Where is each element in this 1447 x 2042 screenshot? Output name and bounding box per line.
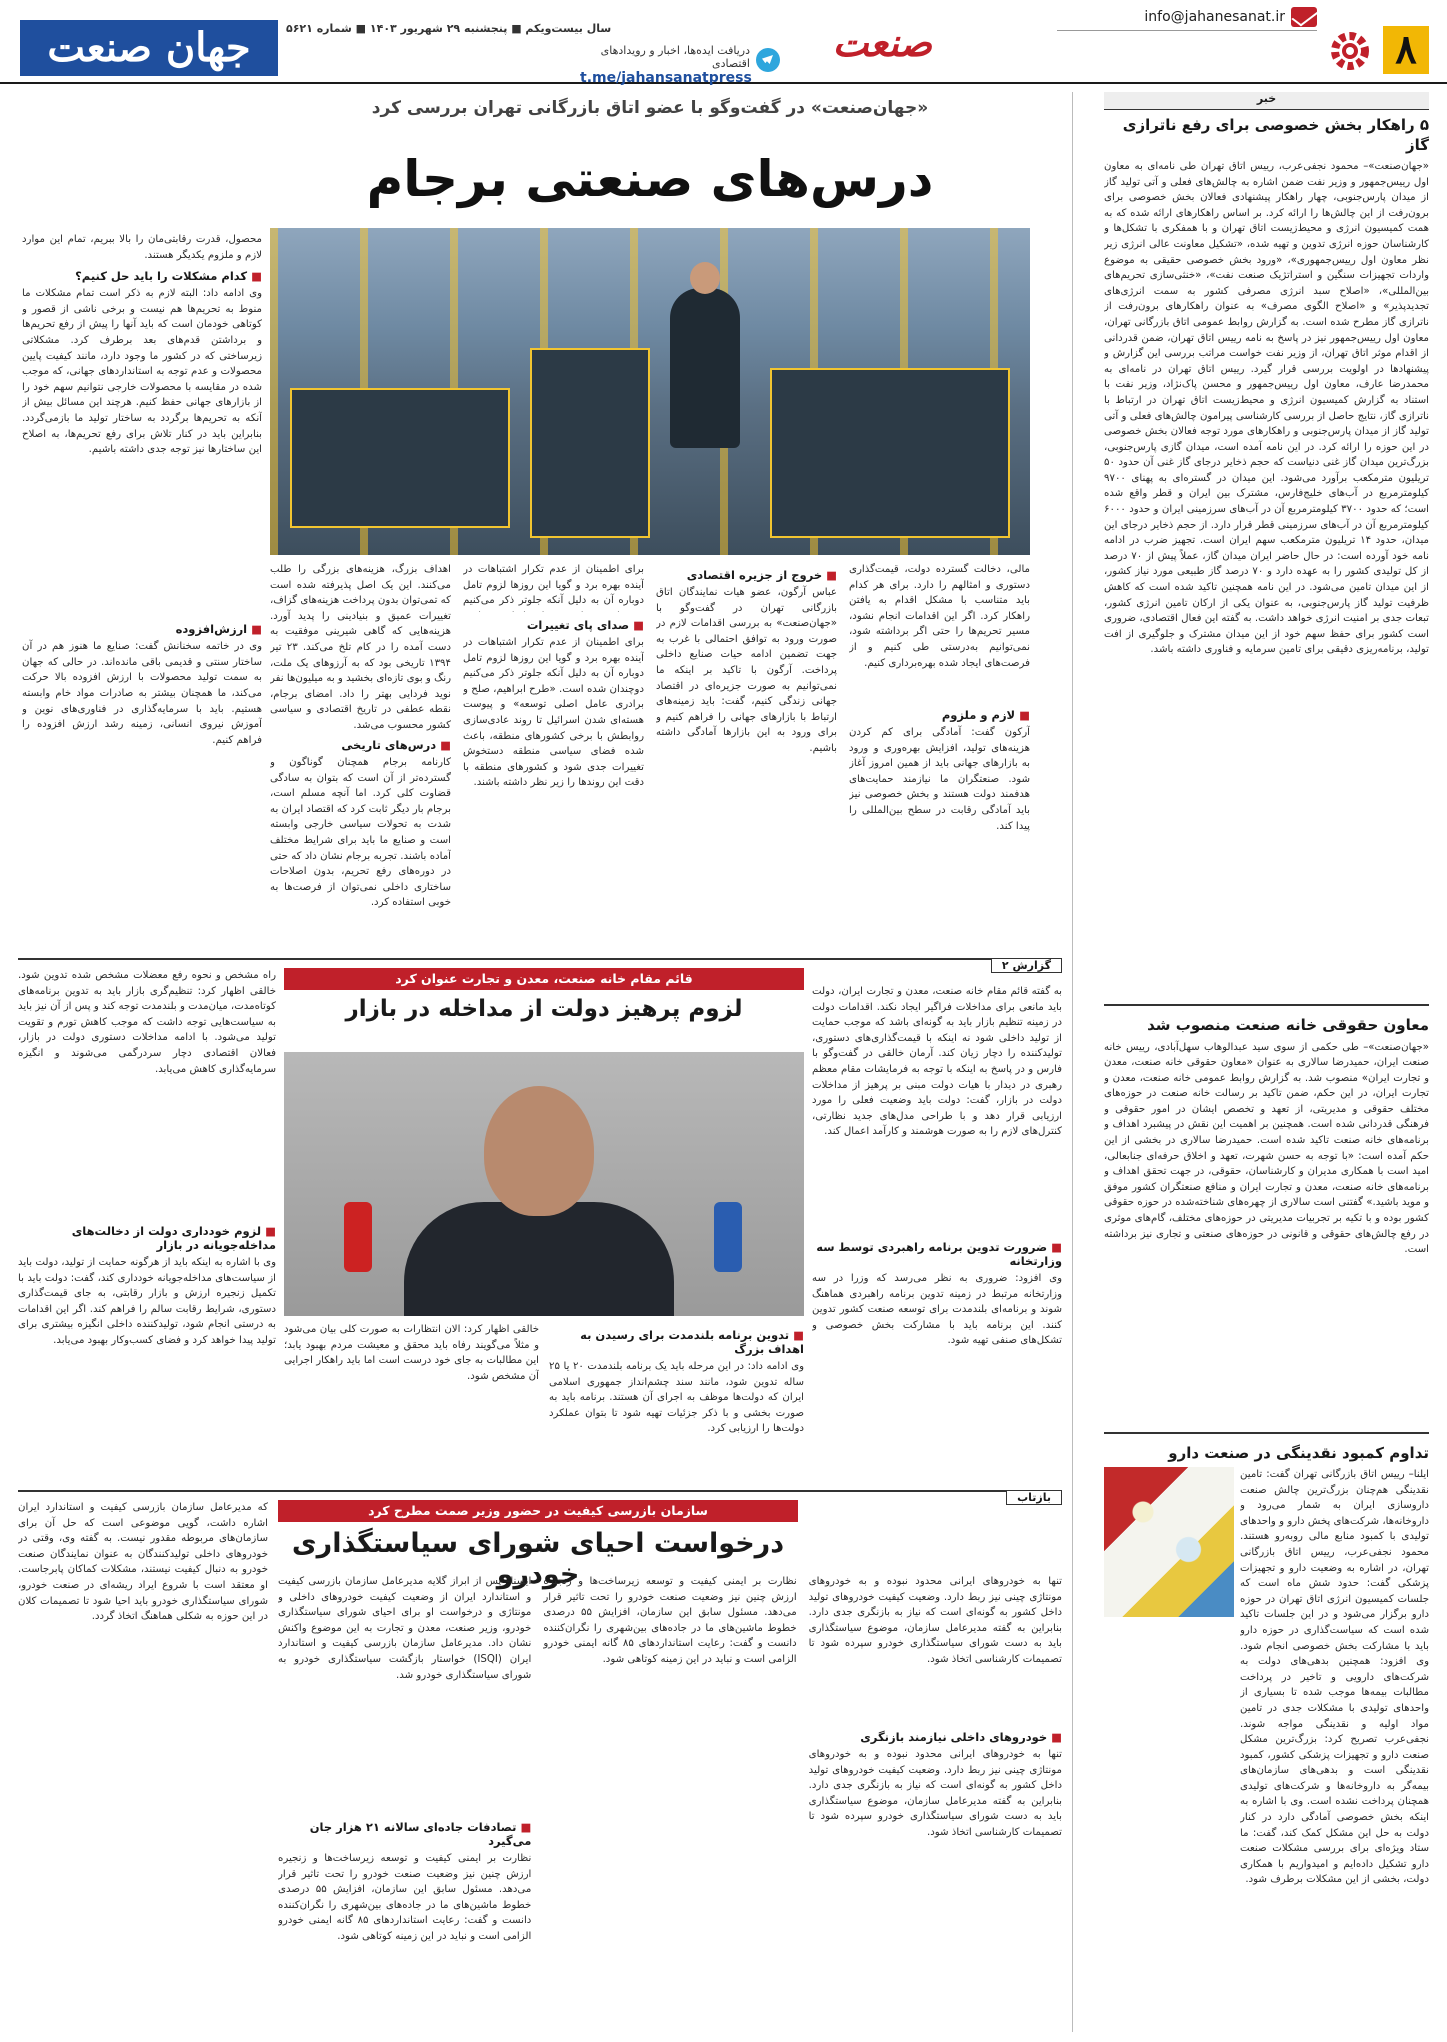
bazetab-columns <box>278 1574 1062 2031</box>
main-headline: درس‌های صنعتی برجام <box>366 150 934 208</box>
subheading: ■ ارزش‌افزوده <box>22 622 262 636</box>
news-tag: خبر <box>1104 92 1429 110</box>
report2-right-body: به گفته قائم مقام خانه صنعت، معدن و تجارت ایران، دولت باید مانعی برای مداخلات فراگیر ایجاد نکند. اقدامات دولت در زمینه تنظیم بازار باید به گونه‌ای باشد که موجب حمایت از تولید داخلی شود نه اینکه با قیمت‌گذاری‌های دستوری، تولیدکننده را دچار زیان کند. آرمان خالقی در گفت‌وگو با فارس و در پاسخ به اینکه با توجه به فرمایشات مقام معظم رهبری در دیدار با هیات دولت مبنی بر پرهیز از مداخلات دولت در بازار، گفت: دولت باید وضعیت فعلی را مورد ارزیابی قرار دهد و با طراحی مدل‌های جدید نظارتی، کنترل‌های لازم را به صورت هوشمند و کارآمد اعمال کند. <box>812 986 1062 1138</box>
speaker-photo <box>284 1052 804 1316</box>
section-logo: صنعت <box>832 20 932 65</box>
envelope-icon <box>1291 7 1317 27</box>
main-col-5 <box>270 562 451 925</box>
bazetab-col-3-body-2: تنها به خودروهای ایرانی محدود نبوده و به خودروهای مونتاژی چینی نیز ربط دارد. وضعیت کیفیت خودروهای تولید داخل کشور به گونه‌ای است که نیاز به بازنگری جدی دارد. بنابراین به گفته مدیرعامل سازمان، موضوع سیاستگذاری باید به دست شورای سیاستگذاری خودرو سپرده شود تا تصمیمات کارشناسی اتخاذ شود. <box>808 1749 1062 1838</box>
report2-tag: گزارش ۲ <box>991 958 1062 973</box>
microphone-icon <box>714 1202 742 1272</box>
bazetab-col-3-body: تنها به خودروهای ایرانی محدود نبوده و به خودروهای مونتاژی چینی نیز ربط دارد. وضعیت کیفیت خودروهای تولید داخل کشور به گونه‌ای است که نیاز به بازنگری جدی دارد. بنابراین به گفته مدیرعامل سازمان، موضوع سیاستگذاری باید به دست شورای سیاستگذاری خودرو سپرده شود تا تصمیمات کارشناسی اتخاذ شود. <box>808 1576 1062 1665</box>
telegram-link[interactable]: t.me/jahansanatpress <box>580 70 752 86</box>
pills-photo <box>1104 1467 1234 1617</box>
telegram-promo[interactable] <box>580 44 780 86</box>
photo-suit <box>404 1202 674 1316</box>
news-1-body: «جهان‌صنعت»– محمود نجفی‌عرب، رییس اتاق تهران طی نامه‌ای به معاون اول رییس‌جمهور و وزیر نفت ضمن اشاره به چالش‌های فعلی و آتی تولید گاز از میدان پارس‌جنوبی، چهار راهکار پیشنهادی فعالان بخش خصوصی برای برون‌رفت از این چالش‌ها را ارائه کرد. بر اساس راهکارهای ارائه شده که به همت کمیسیون انرژی و محیط‌زیست اتاق تهران و با همفکری با تشکل‌ها و کارشناسان حوزه انرژی تدوین و تهیه شده، «تشکیل معاونت عالی انرژی زیر نظر معاون اول رییس‌جمهوری»، «ورود بخش خصوصی حقیقی به موضوع واردات تجهیزات سنگین و استراتژیک صنعت نفت»، «خنثی‌سازی تحریم‌های بین‌المللی»، «اصلاح سبد انرژی مصرفی کشور به سمت انرژی‌های تجدیدپذیر» و «اصلاح الگوی مصرف» به عنوان راهکارهای برون‌رفت از ناترازی گاز مطرح شده است. به گزارش روابط عمومی اتاق بازرگانی تهران، معاون اول رییس‌جمهور نیز در پاسخ به نامه رییس اتاق تهران، ضمن قدردانی از اقدام موثر اتاق تهران، از وزیر نفت خواست مراتب بررسی این گزارش و پیشنهادها در اولویت بررسی قرار گیرد. رییس اتاق تهران در نامه‌ای به محمدرضا عارف، معاون اول رییس‌جمهور و محسن پاک‌نژاد، وزیر نفت با استناد به گزارش کمیسیون انرژی و محیط‌زیست اتاق تهران در ارتباط با ناترازی گاز، نتایج حاصل از بررسی کارشناسی پیرامون چالش‌های فعلی و آتی تولید گاز از میدان پارس‌جنوبی و راهکارهای مورد توجه فعالان بخش خصوصی در این حوزه را ارائه کرد. در این نامه آمده است، میدان گازی پارس‌جنوبی، بزرگ‌ترین میدان گاز غنی دنیاست که حجم ذخایر درجای گاز غنی آن حدود ۵۰ تریلیون مترمکعب برآورد می‌شود. این میدان در گستره‌ای به پهنای ۹۷۰۰ کیلومترمربع در آب‌های خلیج‌فارس، مشترک بین ایران و قطر واقع شده است؛ که حدود ۳۷۰۰ کیلومترمربع آن در آب‌های سرزمینی ایران و حدود ۶۰۰۰ کیلومترمربع آن در آب‌های سرزمینی قطر قرار دارد. از حجم ذخایر درجای این میدان، حدود ۱۴ تریلیون مترمکعب سهم ایران است. تجهیز ضرب در ادامه نامه خود آورده است: در حال حاضر ایران میدان گاز، عملاً پیش از ۷۰ درصد از کل تولیدی کشور را به عهده دارد و ۷۰ درصد گاز طبیعی مورد نیاز کشور، از این میدان تامین می‌شود. در این نامه همچنین تاکید شده است که کاهش ظرفیت تولید گاز پارس‌جنوبی، به عنوان یکی از ارکان تامین انرژی کشور، تبعات جدی بر امنیت انرژی خواهد داشت. به گفته این فعال اقتصادی، ضروری است کشور برای حفظ سهم خود از این میدان مشترک و جلوگیری از افت تولید، برنامه‌ریزی دقیقی برای تامین سرمایه و فناوری داشته باشد. <box>1104 161 1429 656</box>
bazetab-section <box>18 1490 1062 2030</box>
bazetab-left-column <box>18 1500 268 2020</box>
bazetab-col-3 <box>809 1574 1062 2031</box>
page-number: ۸ <box>1383 26 1429 74</box>
report2-left-body-2: وی با اشاره به اینکه باید از هرگونه حمایت از تولید، دولت باید از سیاست‌های مداخله‌جویانه خودداری کند، گفت: دولت باید با تکمیل زنجیره ارزش و بازار رقابتی، به جای قیمت‌گذاری دستوری، شرایط رقابت سالم را فراهم کند. اگر این اقدامات به درستی انجام شود، تولیدکننده داخلی انگیزه بیشتری برای تولید پیدا خواهد کرد و فضای کسب‌وکار بهبود می‌یابد. <box>18 1257 276 1346</box>
subheading: ■ تصادفات جاده‌ای سالانه ۲۱ هزار جان می‌گیرد <box>278 1820 531 1848</box>
news-2-body: «جهان‌صنعت»– طی حکمی از سوی سید عبدالوهاب سهل‌آبادی، رییس خانه صنعت ایران، حمیدرضا سالاری به عنوان «معاون حقوقی خانه صنعت، معدن و تجارت ایران» منصوب شد. به گزارش روابط عمومی خانه صنعت، معدن و تجارت ایران، در این حکم، ضمن تاکید بر رسالت خانه صنعت در حوزه‌های مختلف حقوقی و مدیریتی، از تعهد و تخصص ایشان در امور حقوقی و فرهنگی قدردانی شده است. همچنین بر اهمیت این نقش در پیشبرد اهداف و برنامه‌های خانه صنعت تاکید شده است. حمیدرضا سالاری در بخشی از این حکم آمده است: «با توجه به حسن شهرت، تعهد و اخلاق حرفه‌ای جنابعالی، امید است با همکاری مدیران و کارشناسان، حقوقی، در جهت تحقق اهداف و برنامه‌های خانه صنعت، معدن و تجارت ایران و منافع صنعتگران کشور موفق و موید باشید.» گفتنی است سالاری از چهره‌های شناخته‌شده در حوزه حقوقی کشور بوده و با تکیه بر تجربیات مدیریتی در حوزه‌های مختلف، گام‌های موثری در رفع چالش‌های حقوقی و قانونی در حوزه‌های صنعتی و تجاری نیز برداشته است. <box>1104 1041 1429 1256</box>
main-col-4-body-2: برای اطمینان از عدم تکرار اشتباهات در آینده بهره برد و گویا این روزها لزوم تامل دوباره آن به دلیل آنکه جلوتر ذکر می‌کنیم دوچندان شده است. «طرح ابراهیم، صلح و برادری عامل اصلی توسعه» و پیوست هسته‌ای شدن اسرائیل تا روند عادی‌سازی روابطش با برخی کشورهای منطقه، باعث شده فضای سیاسی منطقه دستخوش تغییرات جدی شود و کشورهای منطقه با دقت این روندها را زیر نظر داشته باشند. <box>463 637 644 789</box>
email-contact[interactable] <box>1144 6 1317 28</box>
photo-worker <box>670 288 740 448</box>
subheading: ■ کدام مشکلات را باید حل کنیم؟ <box>22 269 262 283</box>
bazetab-col-2-body: نظارت بر ایمنی کیفیت و توسعه زیرساخت‌ها و زنجیره ارزش چنین نیز وضعیت صنعت خودرو را تحت تاثیر قرار می‌دهد. مسئول سابق این سازمان، افزایش ۵۵ درصدی خطوط ماشین‌های ما در جاده‌های بین‌شهری را نگران‌کننده دانست و گفت: رعایت استانداردهای ۸۵ گانه ایمنی خودرو الزامی است و نباید در این زمینه کوتاهی شود. <box>543 1576 797 1665</box>
bazetab-tag: بازتاب <box>1006 1490 1062 1505</box>
photo-machine <box>530 348 650 538</box>
telegram-description: دریافت ایده‌ها، اخبار و رویدادهای اقتصادی <box>600 44 750 70</box>
report2-left-body: راه مشخص و نحوه رفع معضلات مشخص شده تدوین شود. خالقی اظهار کرد: تنظیم‌گری بازار باید به تدوین برنامه‌های کوتاه‌مدت، میان‌مدت و بلندمدت توجه کند و پس از آن نیز باید به سیاست‌هایی توجه داشت که موجب کاهش تورم و تقویت تولید می‌شود. با ادامه مداخلات دستوری دولت در بازار، فعالان اقتصادی دچار سردرگمی می‌شوند و انگیزه سرمایه‌گذاری کاهش می‌یابد. <box>18 970 276 1075</box>
bazetab-kicker: سازمان بازرسی کیفیت در حضور وزیر صمت مطرح کرد <box>278 1500 798 1522</box>
report2-bottom-col-1 <box>284 1322 539 1485</box>
bazetab-col-1-body: ایسنا– پس از ابراز گلایه مدیرعامل سازمان بازرسی کیفیت و استاندارد ایران از وضعیت کیفیت خودروهای داخلی و مونتاژی و درخواست او برای احیای شورای سیاستگذاری خودرو، وزیر صنعت، معدن و تجارت به این موضوع واکنش نشان داد. مدیرعامل سازمان بازرسی کیفیت و استاندارد ایران (ISQI) خواستار بازگشت سیاستگذاری خودرو به شورای سیاستگذاری خودرو شد. <box>278 1576 532 1681</box>
main-col-2-body-2: آرکون گفت: آمادگی برای کم کردن هزینه‌های تولید، افزایش بهره‌وری و ورود به بازارهای جهانی باید از همین امروز آغاز شود. صنعتگران ما نیازمند حمایت‌های هدفمند دولت هستند و بخش خصوصی نیز باید آمادگی رقابت در سطح بین‌المللی را پیدا کند. <box>849 727 1030 832</box>
bazetab-col-2 <box>543 1574 796 2031</box>
divider <box>1104 1004 1429 1006</box>
masthead <box>0 0 1447 84</box>
main-intro-left: محصول، قدرت رقابتی‌مان را بالا ببریم، تمام این موارد لازم و ملزوم یکدیگر هستند. <box>22 234 262 261</box>
report2-bottom-col-2 <box>549 1322 804 1485</box>
report2-bottom-body-2: وی ادامه داد: در این مرحله باید یک برنامه بلندمدت ۲۰ یا ۲۵ ساله تدوین شود، مانند سند چشم‌انداز جمهوری اسلامی ایران که دولت‌ها موظف به اجرای آن هستند. برنامه باید به صورت بخشی و با ذکر جزئیات تهیه شود تا بتوان عملکرد دولت‌ها را ارزیابی کرد. <box>549 1361 804 1435</box>
microphone-icon <box>344 1202 372 1272</box>
subheading: ■ تدوین برنامه بلندمدت برای رسیدن به اهداف بزرگ <box>549 1328 804 1356</box>
main-col-2 <box>849 562 1030 925</box>
main-left-body-2: وی در خاتمه سخنانش گفت: صنایع ما هنوز هم در آن ساختار سنتی و قدیمی باقی مانده‌اند. در حالی که جهان به سمت تولید محصولات با ارزش افزوده بالا حرکت می‌کند، ما همچنان بیشتر به صادرات مواد خام وابسته هستیم. باید با سرمایه‌گذاری در فناوری‌های نوین و آموزش نیروی انسانی، زمینه رشد ارزش افزوده را فراهم کنیم. <box>22 641 262 746</box>
email-address[interactable]: info@jahanesanat.ir <box>1144 9 1285 25</box>
issue-info: سال بیست‌ویکم ■ پنجشنبه ۲۹ شهریور ۱۴۰۳ ■ شماره ۵۶۲۱ <box>286 22 612 35</box>
photo-machine <box>770 368 1010 538</box>
main-col-4 <box>463 562 644 925</box>
report2-kicker: قائم مقام خانه صنعت، معدن و تجارت عنوان کرد <box>284 968 804 990</box>
main-col-3 <box>656 562 837 925</box>
factory-photo <box>270 228 1030 555</box>
bazetab-col-1 <box>278 1574 531 2031</box>
subheading: ■ درس‌های تاریخی <box>270 738 451 752</box>
news-3-block <box>1104 1467 1429 1987</box>
report2-headline: لزوم پرهیز دولت از مداخله در بازار <box>345 996 743 1022</box>
main-col-4-body: برای اطمینان از عدم تکرار اشتباهات در آینده بهره برد و گویا این روزها لزوم تامل دوباره آن به دلیل آنکه جلوتر ذکر می‌کنیم <box>463 564 644 607</box>
main-col-3-body: عباس آرگون، عضو هیات نمایندگان اتاق بازرگانی تهران در گفت‌وگو با «جهان‌صنعت» به بررسی اقدامات لازم در صورت ورود به توافق احتمالی با غرب به جهت تضمین ادامه حیات صنایع داخلی پرداخت. آرگون با تاکید بر اینکه ما نمی‌توانیم به صورت جزیره‌ای در اقتصاد جهانی زندگی کنیم، گفت: باید زمینه‌های ارتباط با بازارهای جهانی را فراهم کنیم و برای ورود به این بازارها آمادگی داشته باشیم. <box>656 587 837 754</box>
main-kicker: «جهان‌صنعت» در گفت‌وگو با عضو اتاق بازرگانی تهران بررسی کرد <box>371 98 929 118</box>
divider <box>1057 30 1317 31</box>
news-2-title: معاون حقوقی خانه صنعت منصوب شد <box>1147 1016 1429 1034</box>
bazetab-left-body: که مدیرعامل سازمان بازرسی کیفیت و استاندارد ایران اشاره داشت، گویی موضوعی است که حل آن برای سازمان‌های مربوطه مقدور نیست. به گفته وی، وقتی در خودروهای داخلی تولیدکنندگان به عنوان نمایندگان صنعت خودرو به دنبال کیفیت نیستند، مشکلات کماکان پابرجاست. او معتقد است با شروع ایراد ریشه‌ای در صنعت خودرو، شورای سیاستگذاری خودرو باید احیا شود تا تصمیمات کلان در این حوزه به شکلی هماهنگ اتخاذ گردد. <box>18 1502 268 1623</box>
main-left-column <box>22 232 262 881</box>
telegram-icon <box>756 48 780 72</box>
main-col-5-body-2: کارنامه برجام همچنان گوناگون و گسترده‌تر از آن است که بتوان به سادگی قضاوت کلی کرد. اما آنچه مسلم است، برجام بار دیگر ثابت کرد که اقتصاد ایران به شدت به تحولات سیاسی خارجی وابسته است و صنایع ما باید برای شرایط مختلف آماده باشند. تجربه برجام نشان داد که حتی در دوره‌های رفع تحریم، بدون اصلاحات ساختاری داخلی نمی‌توان از فرصت‌ها به خوبی استفاده کرد. <box>270 757 451 909</box>
report2-right-body-2: وی افزود: ضروری به نظر می‌رسد که وزرا در سه وزارتخانه مرتبط در زمینه تدوین برنامه راهبردی هماهنگ شوند و برنامه‌ای بلندمدت برای توسعه صنعت کشور تدوین کنند. این برنامه باید با مشارکت بخش خصوصی و تشکل‌های صنفی تهیه شود. <box>812 1273 1062 1347</box>
main-text-columns <box>270 562 1030 925</box>
main-left-body: وی ادامه داد: البته لازم به ذکر است تمام مشکلات ما منوط به تحریم‌ها هم نیست و برخی ناشی از قصور و کوتاهی خودمان است که باید آنها را پیش از رفع تحریم‌ها و برداشتن قدم‌های بعد برطرف کرد. مشکلاتی زیرساختی که در کشور ما وجود دارد، مانند کیفیت پایین محصولات و عدم توجه به استانداردهای جهانی، که موجب شده در مقایسه با محصولات خارجی نتوانیم سهم خود را از بازارهای جهانی حفظ کنیم. هرچند این مسائل بیش از آنکه به تحریم‌ها برگردد به ساختار تولید ما بازمی‌گردد. بنابراین باید در کنار تلاش برای رفع تحریم‌ها، به اصلاح این ساختارها نیز توجه جدی داشته باشیم. <box>22 288 262 456</box>
news-column <box>1104 92 1429 1987</box>
subheading: ■ ضرورت تدوین برنامه راهبردی توسط سه وزارتخانه <box>812 1240 1062 1268</box>
news-3-title: تداوم کمبود نقدینگی در صنعت دارو <box>1168 1443 1429 1462</box>
main-col-2-body: مالی، دخالت گسترده دولت، قیمت‌گذاری دستوری و امثالهم را دارد. برای هر کدام باید متناسب با مشکل اقدام به یافتن راهکار کرد. اگر این اقدامات انجام نشود، مسیر تحریم‌ها را حتی اگر برداشته شود، نمی‌توانیم به‌درستی طی کنیم و از فرصت‌های ایجاد شده بهره‌برداری کنیم. <box>849 564 1030 669</box>
photo-face <box>484 1086 594 1216</box>
divider <box>1104 1432 1429 1434</box>
report2-bottom <box>284 1322 804 1485</box>
news-1-title: ۵ راهکار بخش خصوصی برای رفع ناترازی گاز <box>1122 116 1429 154</box>
subheading: ■ لزوم خودداری دولت از دخالت‌های مداخله‌جویانه در بازار <box>18 1224 276 1252</box>
photo-machine <box>290 388 510 528</box>
news-3-body: ایلنا– رییس اتاق بازرگانی تهران گفت: تامین نقدینگی هم‌چنان بزرگ‌ترین چالش صنعت داروسازی ایران به شمار می‌رود و داروخانه‌ها، شرکت‌های پخش دارو و واحدهای تولیدی با کمبود منابع مالی روبه‌رو هستند. محمود نجفی‌عرب، رییس اتاق بازرگانی تهران، در اشاره به وضعیت دارو و تجهیزات پزشکی گفت: حدود شش ماه است که جلسات کمیسیون انرژی اتاق تهران در حوزه دارو برگزار می‌شود و در این جلسات تاکید شده است که سیاست‌گذاری در حوزه دارو باید با مشارکت بخش خصوصی انجام شود. وی افزود: همچنین بدهی‌های دولت به شرکت‌های دارویی و تاخیر در پرداخت مطالبات بیمه‌ها موجب شده تا بسیاری از واحدهای تولیدی با مشکلات جدی در تامین مواد اولیه و نقدینگی مواجه شوند. نجفی‌عرب تصریح کرد: بزرگ‌ترین مشکل صنعت دارو و تجهیزات پزشکی کشور، کمبود نقدینگی است و بدهی‌های سازمان‌های بیمه‌گر به داروخانه‌ها و شرکت‌های تولیدی همچنان پرداخت نشده است. وی با اشاره به اینکه بخش خصوصی آمادگی دارد در کنار دولت به حل این مشکل کمک کند، گفت: ما ستاد ویژه‌ای برای بررسی مشکلات صنعت دارو تشکیل داده‌ایم و امیدواریم با همکاری دولت، بخشی از این مشکلات برطرف شود. <box>1240 1469 1429 1886</box>
brand-logo: جهان صنعت <box>20 20 278 76</box>
gear-icon <box>1325 26 1375 76</box>
bazetab-headline: درخواست احیای شورای سیاستگذاری خودرو <box>291 1528 785 1590</box>
subheading: ■ صدای پای تغییرات <box>463 618 644 632</box>
report2-left-column <box>18 968 276 1465</box>
report2-bottom-body: خالقی اظهار کرد: الان انتظارات به صورت کلی بیان می‌شود و مثلاً می‌گویند رفاه باید محقق و معیشت مردم بهبود یابد؛ این مطالبات به جای خود درست است اما باید راهکار اجرایی آن مشخص شود. <box>284 1324 539 1382</box>
report2-section <box>18 958 1062 1478</box>
main-col-5-body: اهداف بزرگ، هزینه‌های بزرگی را طلب می‌کنند. این یک اصل پذیرفته شده است که تمی‌توان بدون پرداخت هزینه‌های گزاف، تغییرات عمیق و بنیادینی را پدید آورد. هزینه‌هایی که گاهی شیرینی موفقیت به دست آمده را در کام تلخ می‌کند. ۲۳ تیر ۱۳۹۴ تاریخی بود که به آرزوهای یک ملت، رنگ و بوی تازه‌ای بخشید و به میلیون‌ها نفر نوید فردایی بهتر را داد. امضای برجام، نقطه عطفی در تاریخ اقتصادی و سیاسی کشور محسوب می‌شد. <box>270 564 451 731</box>
subheading: ■ لازم و ملزوم <box>849 708 1030 722</box>
bazetab-col-1-body-2: نظارت بر ایمنی کیفیت و توسعه زیرساخت‌ها و زنجیره ارزش چنین نیز وضعیت صنعت خودرو را تحت تاثیر قرار می‌دهد. مسئول سابق این سازمان، افزایش ۵۵ درصدی خطوط ماشین‌های ما در جاده‌های بین‌شهری را نگران‌کننده دانست و گفت: رعایت استانداردهای ۸۵ گانه ایمنی خودرو الزامی است و نباید در این زمینه کوتاهی شود. <box>278 1853 532 1942</box>
subheading: ■ خروج از جزیره اقتصادی <box>656 568 837 582</box>
column-rule <box>1072 92 1073 2032</box>
report2-right-column <box>812 984 1062 1461</box>
subheading: ■ خودروهای داخلی نیازمند بازنگری <box>809 1730 1062 1744</box>
